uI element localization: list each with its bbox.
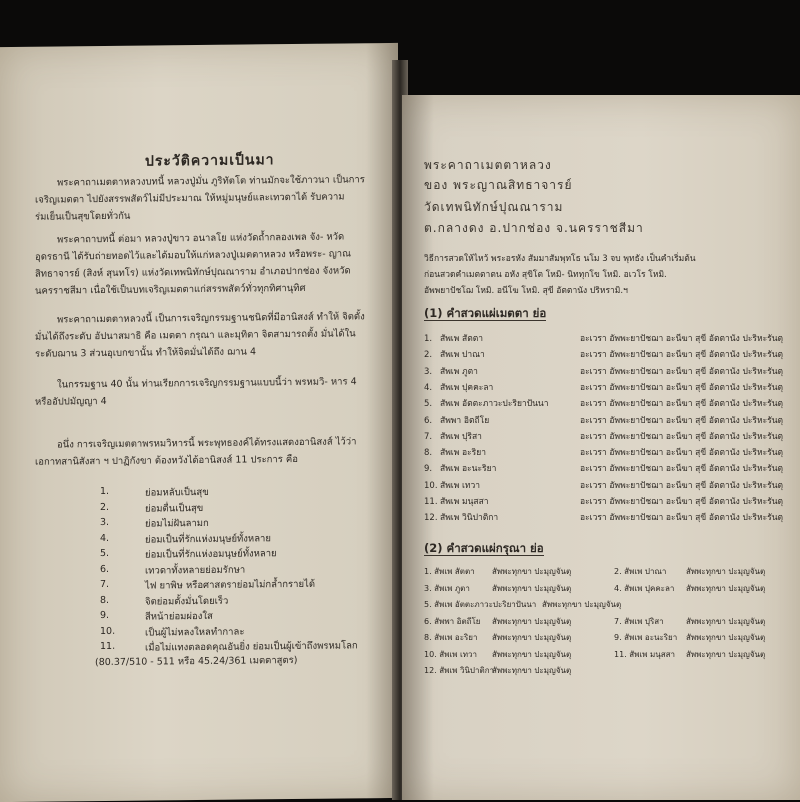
metta-item-number: 1.: [424, 334, 433, 344]
metta-item-number: 8.: [424, 448, 433, 459]
karuna-item-name: 1. สัพเพ สัตตา: [424, 567, 475, 576]
karuna-item-name: 4. สัพเพ ปุคคะลา: [614, 583, 675, 593]
reference-note: (80.37/510 - 511 หรือ 45.24/361 เมตตาสูตร): [95, 654, 298, 669]
temple-name: วัดเทพนิทักษ์ปุณณาราม: [424, 200, 564, 214]
benefit-text: ย่อมตื่นเป็นสุข: [145, 502, 204, 515]
karuna-item-name: 9. สัพเพ อะนะริยา: [614, 633, 678, 642]
metta-item-number: 2.: [424, 350, 433, 361]
karuna-item-name: 6. สัพพา อิตถีโย: [424, 616, 481, 626]
karuna-item-phrase: สัพพะทุกขา ปะมุญจันตุ: [492, 583, 572, 593]
karuna-item-left: [424, 664, 571, 677]
metta-item-name: สัพเพ เทวา: [440, 480, 481, 491]
benefit-number: 2.: [100, 501, 110, 513]
metta-item-name: สัพเพ อะนะริยา: [440, 464, 497, 475]
metta-item-name: สัพพา อิตถีโย: [440, 415, 490, 426]
metta-list-item: [424, 494, 783, 508]
metta-item-name: สัพเพ วินิปาติกา: [440, 513, 499, 524]
metta-item-number: 10.: [424, 480, 438, 491]
benefit-text: ไฟ ยาพิษ หรือศาสตราย่อมไม่กล้ำกรายได้: [145, 578, 315, 592]
karuna-item-name: 2. สัพเพ ปาณา: [614, 567, 667, 576]
karuna-item-phrase: สัพพะทุกขา ปะมุญจันตุ: [686, 633, 766, 642]
metta-item-name: สัพเพ ปุคคะลา: [440, 382, 494, 393]
section-1-heading: [424, 305, 546, 323]
benefit-text: ย่อมเป็นที่รักแห่งมนุษย์ทั้งหลาย: [145, 532, 271, 546]
chant-author: ของ พระญาณสิทธาจารย์: [424, 178, 573, 192]
metta-item-number: 3.: [424, 366, 433, 377]
benefit-number: 3.: [100, 516, 110, 529]
metta-item-phrase: อะเวรา อัพพะยาปัชฌา อะนีฆา สุขี อัตตานัง ปะริหะรันตุ: [580, 448, 784, 459]
metta-item-phrase: อะเวรา อัพพะยาปัชฌา อะนีฆา สุขี อัตตานัง ปะริหะรันตุ: [580, 464, 784, 475]
metta-item-phrase: อะเวรา อัพพะยาปัชฌา อะนีฆา สุขี อัตตานัง ปะริหะรันตุ: [580, 497, 784, 507]
karuna-item-right: [614, 565, 765, 578]
benefit-text: เมื่อไม่แทงตลอดคุณอันยิ่ง ย่อมเป็นผู้เข้าถึงพรหมโลก: [145, 640, 358, 654]
karuna-item-phrase: สัพพะทุกขา ปะมุญจันตุ: [686, 567, 766, 576]
karuna-item-name: 3. สัพเพ ภูตา: [424, 583, 470, 593]
metta-item-number: 7.: [424, 431, 433, 442]
karuna-item-phrase: สัพพะทุกขา ปะมุญจันตุ: [686, 583, 766, 593]
metta-item-phrase: อะเวรา อัพพะยาปัชฌา อะนีฆา สุขี อัตตานัง ปะริหะรันตุ: [580, 334, 784, 344]
benefit-number: 7.: [100, 578, 110, 591]
karuna-item-left: [424, 631, 571, 644]
benefit-number: 4.: [100, 532, 110, 544]
section-2-heading-text: (2) คำสวดแผ่กรุณา ย่อ: [424, 541, 544, 555]
paragraph-4: ในกรรมฐาน 40 นั้น ท่านเรียกการเจริญกรรมฐานแบบนี้ว่า พรหมวิ- หาร 4 หรืออัปปมัญญา 4: [35, 376, 357, 408]
karuna-item-phrase: สัพพะทุกขา ปะมุญจันตุ: [492, 616, 572, 626]
karuna-item-right: [614, 582, 765, 595]
karuna-item-right: [614, 615, 765, 628]
metta-item-name: สัพเพ อะริยา: [440, 448, 486, 459]
karuna-item-phrase: สัพพะทุกขา ปะมุญจันตุ: [686, 616, 766, 626]
benefit-number: 8.: [100, 594, 110, 606]
karuna-item-phrase: สัพพะทุกขา ปะมุญจันตุ: [492, 666, 572, 675]
metta-list-item: [424, 396, 783, 410]
metta-item-phrase: อะเวรา อัพพะยาปัชฌา อะนีฆา สุขี อัตตานัง ปะริหะรันตุ: [580, 513, 784, 524]
karuna-item-name: 12. สัพเพ วินิปาติกา: [424, 666, 495, 675]
chant-title: พระคาถาเมตตาหลวง: [424, 158, 552, 172]
karuna-item-right: [614, 631, 765, 644]
karuna-item-right: [614, 648, 765, 661]
benefit-text: สีหน้าย่อมผ่องใส: [145, 610, 213, 623]
metta-item-phrase: อะเวรา อัพพะยาปัชฌา อะนีฆา สุขี อัตตานัง ปะริหะรันตุ: [580, 399, 784, 410]
paragraph-2: พระคาถาบทนี้ ต่อมา หลวงปู่ขาว อนาลโย แห่งวัดถ้ำกลองเพล จัง- หวัดอุดรธานี ได้รับถ่ายทอดไว้และได้มอบให้แก่หลวงปู่เมตตาหลวง หรือพระ- ญาณสิทธาจารย์ (สิงห์ สุนทโร) แห่งวัดเทพนิทักษ์ปุณณาราม อำเภอปากช่อง จังหวัดนครราชสีมา เนื่อใช้เป็นบทเจริญเมตตาแก่สรรพสัตว์ทั่วทุกทิศานุทิศ: [35, 231, 351, 297]
paragraph-1: พระคาถาเมตตาหลวงบทนี้ หลวงปู่มั่น ภูริทัตโต ท่านมักจะใช้ภาวนา เป็นการเจริญเมตตา ไปยังสรรพสัตว์ไม่มีประมาณ ให้หมู่มนุษย์และเทวดาได้ รับความร่มเย็นเป็นสุขโดยทั่วกัน: [35, 174, 365, 223]
section-1-heading-text: (1) คำสวดแผ่เมตตา ย่อ: [424, 306, 547, 320]
right-page: [402, 95, 800, 800]
karuna-item-left: [424, 582, 571, 595]
benefit-number: 5.: [100, 547, 110, 560]
page-title: ประวัติความเป็นมา: [145, 152, 275, 170]
benefit-text: ย่อมหลับเป็นสุข: [145, 486, 209, 499]
metta-item-number: 12.: [424, 513, 438, 524]
metta-item-name: สัพเพ ปาณา: [440, 350, 485, 361]
metta-item-number: 4.: [424, 382, 433, 393]
karuna-item-phrase: สัพพะทุกขา ปะมุญจันตุ: [686, 649, 766, 659]
karuna-item-phrase: สัพพะทุกขา ปะมุญจันตุ: [492, 649, 572, 659]
metta-item-phrase: อะเวรา อัพพะยาปัชฌา อะนีฆา สุขี อัตตานัง ปะริหะรันตุ: [580, 431, 784, 442]
karuna-item-phrase: สัพพะทุกขา ปะมุญจันตุ: [492, 567, 572, 576]
karuna-item-left: [424, 598, 621, 611]
metta-item-phrase: อะเวรา อัพพะยาปัชฌา อะนีฆา สุขี อัตตานัง ปะริหะรันตุ: [580, 382, 784, 393]
left-page: [0, 43, 398, 802]
karuna-item-name: 7. สัพเพ ปุริสา: [614, 616, 664, 626]
metta-list-item: [424, 461, 783, 475]
benefit-text: จิตย่อมตั้งมั่นโดยเร็ว: [145, 595, 229, 608]
metta-item-name: สัพเพ มนุสสา: [440, 497, 489, 507]
metta-list-item: [424, 331, 783, 345]
karuna-item-name: 10. สัพเพ เทวา: [424, 649, 477, 659]
metta-list-item: [424, 347, 783, 361]
metta-list-item: [424, 413, 783, 427]
metta-item-number: 9.: [424, 464, 433, 475]
benefit-number: 1.: [100, 485, 110, 498]
karuna-item-name: 5. สัพเพ อัตตะภาวะปะริยาปันนา: [424, 600, 537, 609]
metta-list-item: [424, 445, 783, 459]
benefit-number: 6.: [100, 563, 110, 575]
metta-list-item: [424, 478, 783, 492]
metta-list-item: [424, 380, 783, 394]
karuna-item-left: [424, 648, 571, 661]
metta-item-phrase: อะเวรา อัพพะยาปัชฌา อะนีฆา สุขี อัตตานัง ปะริหะรันตุ: [580, 366, 784, 377]
karuna-item-phrase: สัพพะทุกขา ปะมุญจันตุ: [492, 633, 572, 642]
paragraph-5: อนึ่ง การเจริญเมตตาพรหมวิหารนี้ พระพุทธองค์ได้ทรงแสดงอานิสงส์ ไว้ว่า เอกาทสานิสังสา ฯ ปาฏิกังขา ต้องหวังได้อานิสงส์ 11 ประการ คือ: [35, 436, 357, 468]
karuna-item-phrase: สัพพะทุกขา ปะมุญจันตุ: [542, 600, 622, 609]
metta-item-name: สัพเพ สัตตา: [440, 334, 484, 344]
karuna-item-name: 8. สัพเพ อะริยา: [424, 633, 478, 642]
metta-item-phrase: อะเวรา อัพพะยาปัชฌา อะนีฆา สุขี อัตตานัง ปะริหะรันตุ: [580, 350, 784, 361]
metta-item-number: 11.: [424, 497, 438, 507]
metta-item-number: 6.: [424, 415, 433, 426]
metta-list-item: [424, 510, 783, 524]
temple-address: ต.กลางดง อ.ปากช่อง จ.นครราชสีมา: [424, 221, 644, 235]
metta-item-phrase: อะเวรา อัพพะยาปัชฌา อะนีฆา สุขี อัตตานัง ปะริหะรันตุ: [580, 480, 784, 491]
metta-item-name: สัพเพ ปุริสา: [440, 431, 482, 442]
karuna-item-name: 11. สัพเพ มนุสสา: [614, 649, 675, 659]
metta-item-number: 5.: [424, 399, 433, 410]
intro-line-3: อัพพยาปัชโฌ โหมิ. อนีโฆ โหมิ. สุขี อัตตานัง ปริหรามิ.ฯ: [424, 286, 628, 296]
intro-line-2: ก่อนสวดคำเมตตาตน อหัง สุขิโต โหมิ- นิททุกโข โหมิ. อเวโร โหมิ.: [424, 270, 667, 280]
benefit-text: เป็นผู้ไม่หลงใหลทำกาละ: [145, 626, 245, 639]
karuna-item-left: [424, 565, 571, 578]
benefit-text: ย่อมไม่ฝันลามก: [145, 517, 209, 530]
metta-item-name: สัพเพ ภูตา: [440, 366, 478, 377]
benefit-text: เทวดาทั้งหลายย่อมรักษา: [145, 564, 246, 577]
metta-item-name: สัพเพ อัตตะภาวะปะริยาปันนา: [440, 399, 549, 410]
section-2-heading: [424, 540, 544, 558]
benefit-text: ย่อมเป็นที่รักแห่งอมนุษย์ทั้งหลาย: [145, 548, 277, 561]
metta-list-item: [424, 364, 783, 378]
karuna-item-left: [424, 615, 571, 628]
metta-item-phrase: อะเวรา อัพพะยาปัชฌา อะนีฆา สุขี อัตตานัง ปะริหะรันตุ: [580, 415, 784, 426]
benefit-number: 11.: [100, 640, 116, 653]
metta-list-item: [424, 429, 783, 443]
benefit-number: 9.: [100, 609, 110, 622]
paragraph-3: พระคาถาเมตตาหลวงนี้ เป็นการเจริญกรรมฐานชนิดที่มีอานิสงส์ ทำให้ จิตตั้งมั่นได้ถึงระดับ อัปนาสมาธิ คือ เมตตา กรุณา และมุทิตา จิตสามารถตั้ง มั่นได้ในระดับฌาน 3 ส่วนอุเบกขานั้น ทำให้จิตมั่นได้ถึง ฌาน 4: [35, 311, 365, 360]
benefit-number: 10.: [100, 625, 116, 637]
intro-line-1: วิธีการสวดให้ไหว้ พระอรหัง สัมมาสัมพุทโธ นโม 3 จบ พุทธัง เป็นคำเริ่มต้น: [424, 254, 696, 264]
